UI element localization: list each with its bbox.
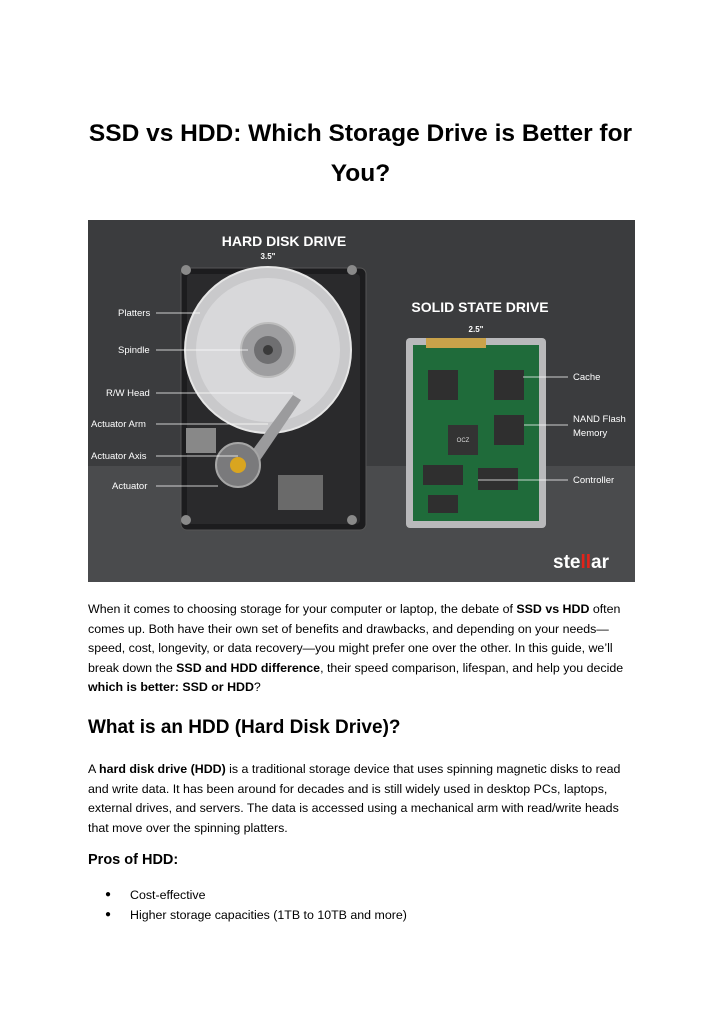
intro-paragraph: When it comes to choosing storage for your computer or laptop, the debate of SSD vs HDD often comes up. Both have their own set of benefits and drawbacks, and depending on your needs—speed, cost, longevity, or data recovery—you might prefer one over the other. In this guide, we’ll break down the SSD and HDD difference, their speed comparison, lifespan, and help you decide which is better: SSD or HDD?	[88, 602, 624, 694]
label-platters: Platters	[118, 308, 151, 319]
hdd-size: 3.5"	[260, 252, 276, 261]
label-rw-head: R/W Head	[106, 388, 150, 399]
hdd-title: HARD DISK DRIVE	[221, 233, 347, 249]
ssd-size: 2.5"	[468, 325, 484, 334]
label-actuator-arm: Actuator Arm	[91, 419, 146, 430]
label-cache: Cache	[573, 372, 601, 383]
bullet-icon: ●	[105, 889, 112, 900]
label-actuator-axis: Actuator Axis	[91, 451, 147, 462]
stellar-logo: stellar	[553, 552, 609, 573]
list-item: ● Higher storage capacities (1TB to 10TB and more)	[88, 905, 407, 925]
hdd-drawing	[181, 265, 366, 530]
page-title: SSD vs HDD: Which Storage Drive is Better for You?	[88, 120, 633, 187]
bullet-icon: ●	[105, 909, 112, 920]
label-actuator: Actuator	[112, 481, 148, 492]
label-spindle: Spindle	[118, 345, 150, 356]
label-memory: Memory	[573, 428, 608, 439]
hdd-vs-ssd-figure	[88, 220, 635, 582]
list-item: ● Cost-effective	[88, 885, 407, 905]
chip-label: OCZ	[456, 438, 470, 444]
ssd-drawing	[406, 338, 546, 528]
hdd-ssd-illustration	[88, 220, 635, 582]
label-controller: Controller	[573, 475, 615, 486]
hdd-description-paragraph: A hard disk drive (HDD) is a traditional storage device that uses spinning magnetic disks to read and write data. It has been around for decades and is still widely used in desktop PCs, laptops, external drives, and servers. The data is accessed using a mechanical arm with read/write heads that move over the spinning platters.	[88, 762, 621, 835]
section-heading-hdd: What is an HDD (Hard Disk Drive)?	[88, 717, 401, 738]
label-nand-flash: NAND Flash	[573, 414, 626, 425]
ssd-title: SOLID STATE DRIVE	[411, 299, 549, 315]
pros-list	[88, 885, 407, 925]
pros-heading: Pros of HDD:	[88, 852, 179, 868]
